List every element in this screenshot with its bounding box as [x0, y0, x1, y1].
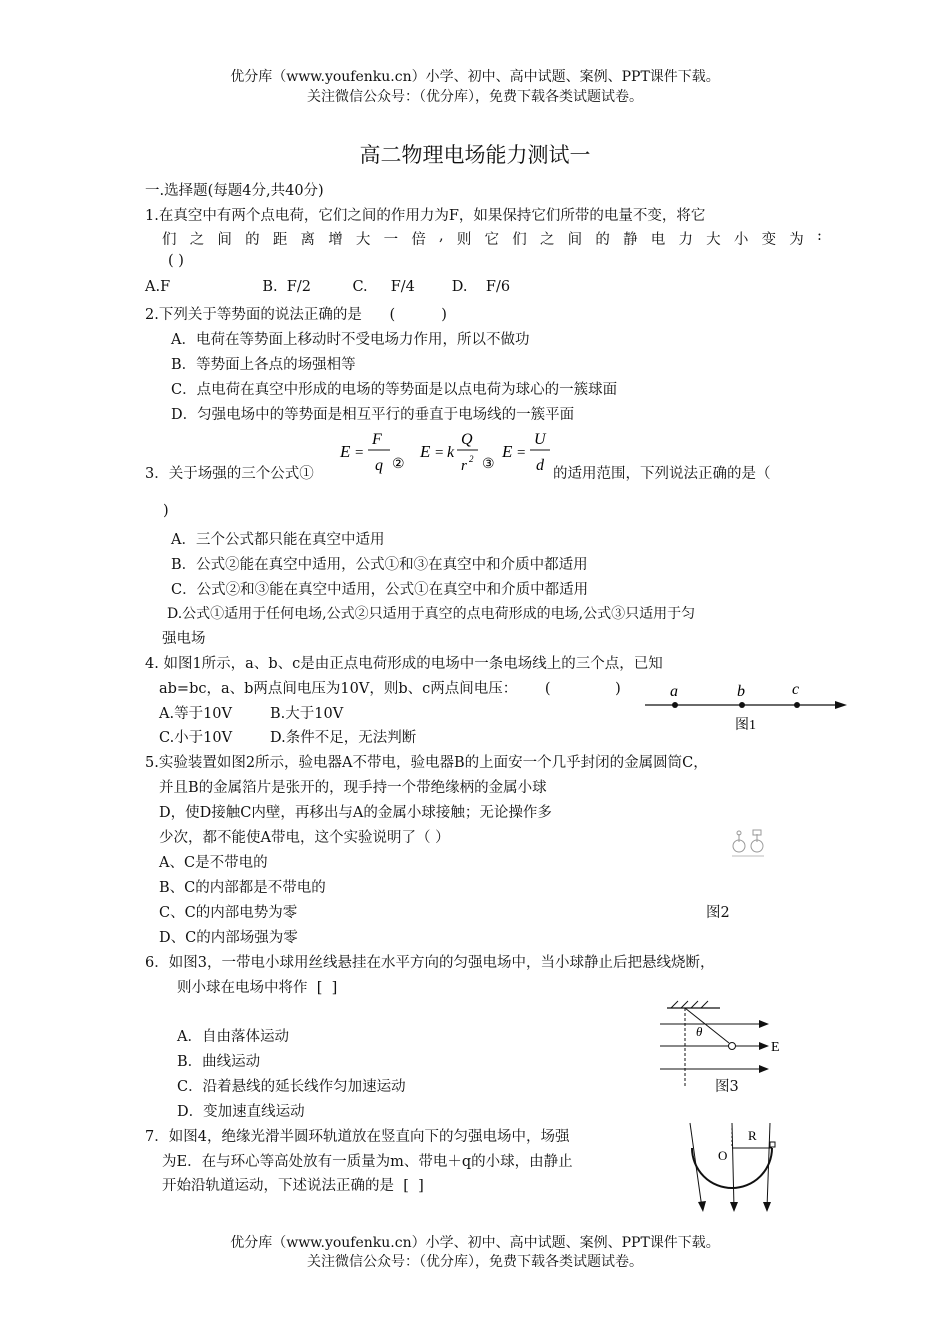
f3-lhs: E	[502, 442, 513, 461]
thread	[685, 1008, 729, 1043]
field-line-arrowhead	[835, 701, 847, 709]
figure-1-caption: 图1	[735, 718, 756, 733]
q4-option-d: D.条件不足，无法判断	[270, 730, 417, 746]
q2-option-d: D．匀强电场中的等势面是相互平行的垂直于电场线的一簇平面	[171, 407, 575, 423]
q1-line2-char: 们	[512, 232, 527, 248]
q4-option-b: B.大于10V	[270, 706, 344, 722]
q1-stem-line2	[162, 228, 822, 249]
q2-option-b: B．等势面上各点的场强相等	[171, 357, 356, 373]
q6-option-d: D．变加速直线运动	[177, 1104, 305, 1120]
theta-label: θ	[696, 1024, 703, 1039]
f1-num: F	[372, 431, 382, 448]
svg-text:=: =	[517, 445, 526, 461]
q6-stem-line1: 6．如图3，一带电小球用丝线悬挂在水平方向的匀强电场中，当小球静止后把悬线烧断，	[145, 955, 715, 971]
field-label: E	[771, 1040, 780, 1055]
ball	[729, 1043, 736, 1050]
field-line-2	[732, 1123, 734, 1208]
q1-line2-char: 小	[733, 232, 749, 248]
svg-text:=: =	[355, 445, 364, 461]
q1-line2-char: 大	[706, 232, 721, 248]
q3-option-d: D.公式①适用于任何电场,公式②只适用于真空的点电荷形成的电场,公式③只适用于匀	[167, 606, 696, 622]
q1-line2-char: 距	[272, 232, 288, 248]
q1-line2-char: 们	[162, 232, 177, 248]
point-a-label: a	[670, 683, 678, 700]
q5-line1: 5.实验装置如图2所示，验电器A不带电，验电器B的上面安一个几乎封闭的金属圆筒C，	[145, 755, 708, 771]
q1-line2-char: 它	[484, 232, 500, 248]
q1-line2-char: 的	[595, 232, 610, 248]
header-line-1: 优分库（www.youfenku.cn）小学、初中、高中试题、案例、PPT课件下载。	[230, 69, 720, 85]
semicircle-track	[692, 1148, 772, 1188]
q1-line2-char: 之	[539, 232, 555, 248]
q5-line3: D，使D接触C内壁，再移出与A的金属小球接触；无论操作多	[159, 805, 552, 821]
f3-mark: ③	[482, 457, 495, 472]
f2-num: Q	[461, 431, 473, 448]
q1-line2-char: :	[816, 228, 822, 244]
q5-option-c: C、C的内部电势为零	[159, 905, 298, 921]
q4-option-a: A.等于10V	[159, 706, 233, 722]
figure-2-electroscopes	[728, 828, 768, 862]
radius-label: R	[748, 1128, 757, 1143]
footer-line-2: 关注微信公众号：（优分库），免费下载各类试题试卷。	[307, 1254, 643, 1270]
q1-line2-char: 间	[217, 232, 232, 248]
q3-option-a: A．三个公式都只能在真空中适用	[171, 532, 385, 548]
q6-option-a: A．自由落体运动	[177, 1029, 289, 1045]
page-title: 高二物理电场能力测试一	[359, 143, 591, 167]
q3-option-d-cont: 强电场	[162, 631, 206, 647]
q5-option-b: B、C的内部都是不带电的	[159, 880, 326, 896]
q1-line2-char: 一	[383, 232, 399, 248]
q1-line2-char: 则	[456, 232, 472, 248]
q6-option-b: B．曲线运动	[177, 1054, 261, 1070]
q6-option-c: C．沿着悬线的延长线作匀加速运动	[177, 1079, 406, 1095]
q1-line2-char: 之	[189, 232, 205, 248]
f3-num: U	[534, 431, 546, 448]
q1-line2-char: 倍	[411, 232, 426, 248]
point-a-dot	[672, 702, 678, 708]
header-line-2: 关注微信公众号：（优分库），免费下载各类试题试卷。	[307, 89, 643, 105]
svg-text:=: =	[435, 445, 444, 461]
ball	[770, 1142, 775, 1147]
q3-option-b: B．公式②能在真空中适用，公式①和③在真空中和介质中都适用	[171, 557, 588, 573]
section-heading: 一.选择题(每题4分,共40分)	[145, 183, 324, 199]
q2-option-a: A．电荷在等势面上移动时不受电场力作用，所以不做功	[171, 332, 530, 348]
q3-prefix: 3．关于场强的三个公式①	[145, 466, 314, 482]
q1-line2-char: 力	[678, 232, 693, 248]
q3-suffix: 的适用范围，下列说法正确的是（	[553, 466, 771, 482]
q1-line2-char: 离	[300, 232, 316, 248]
q2-stem: 2.下列关于等势面的说法正确的是 ( )	[145, 307, 447, 323]
q1-line2-char: 变	[761, 232, 777, 248]
q7-line3: 开始沿轨道运动，下述说法正确的是 [ ]	[162, 1178, 424, 1194]
q3-formulas	[336, 424, 568, 480]
q1-options: A.F B. F/2 C. F/4 D. F/6	[145, 279, 511, 295]
q1-line2-char: 电	[650, 232, 666, 248]
f1-den: q	[375, 457, 383, 474]
footer-line-1: 优分库（www.youfenku.cn）小学、初中、高中试题、案例、PPT课件下载。	[230, 1235, 720, 1251]
q4-stem-line2: ab=bc，a、b两点间电压为10V，则b、c两点间电压： ( )	[159, 681, 621, 697]
q1-line2-char: ,	[439, 228, 444, 244]
q7-line2: 为E．在与环心等高处放有一质量为m、带电＋q的小球，由静止	[162, 1154, 573, 1170]
point-c-dot	[794, 702, 800, 708]
figure-4	[682, 1118, 787, 1213]
f2-lhs: E	[420, 442, 431, 461]
q5-option-d: D、C的内部场强为零	[159, 930, 298, 946]
q1-line2-char: 静	[623, 232, 638, 248]
q7-line1: 7．如图4，绝缘光滑半圆环轨道放在竖直向下的匀强电场中，场强	[145, 1129, 570, 1145]
f2-den: r	[461, 458, 467, 474]
q1-line2-char: 的	[245, 232, 260, 248]
center-label: O	[718, 1148, 728, 1163]
q2-option-c: C．点电荷在真空中形成的电场的等势面是以点电荷为球心的一簇球面	[171, 382, 618, 398]
q3-option-c: C．公式②和③能在真空中适用，公式①在真空中和介质中都适用	[171, 582, 589, 598]
q1-line2-char: 增	[328, 232, 343, 248]
q5-line2: 并且B的金属箔片是张开的，现手持一个带绝缘柄的金属小球	[159, 780, 547, 796]
f2-exponent: 2	[469, 454, 474, 464]
q5-option-a: A、C是不带电的	[159, 855, 268, 871]
f2-mark: ②	[392, 457, 405, 472]
q5-line4: 少次，都不能使A带电，这个实验说明了（ ）	[159, 830, 450, 846]
q3-close: )	[163, 503, 169, 519]
q1-line2-char: 为	[789, 232, 804, 248]
point-c-label: c	[792, 681, 800, 698]
point-b-dot	[739, 702, 745, 708]
f3-den: d	[536, 457, 544, 474]
figure-3-caption: 图3	[715, 1079, 739, 1095]
q1-line2-char: 大	[355, 232, 371, 248]
q4-option-c: C.小于10V	[159, 730, 233, 746]
point-b-label: b	[737, 683, 745, 700]
f2-k: k	[447, 444, 455, 461]
q4-stem-line1: 4. 如图1所示，a、b、c是由正点电荷形成的电场中一条电场线上的三个点，已知	[145, 656, 663, 672]
figure-2-caption: 图2	[706, 905, 730, 921]
q6-stem-line2: 则小球在电场中将作 [ ]	[177, 980, 338, 996]
q1-stem-line1: 1.在真空中有两个点电荷，它们之间的作用力为F，如果保持它们所带的电量不变，将它	[145, 208, 706, 224]
q1-bracket: ( )	[168, 253, 184, 269]
figure-1	[640, 676, 855, 736]
f1-lhs: E	[340, 442, 351, 461]
q1-line2-char: 间	[567, 232, 583, 248]
